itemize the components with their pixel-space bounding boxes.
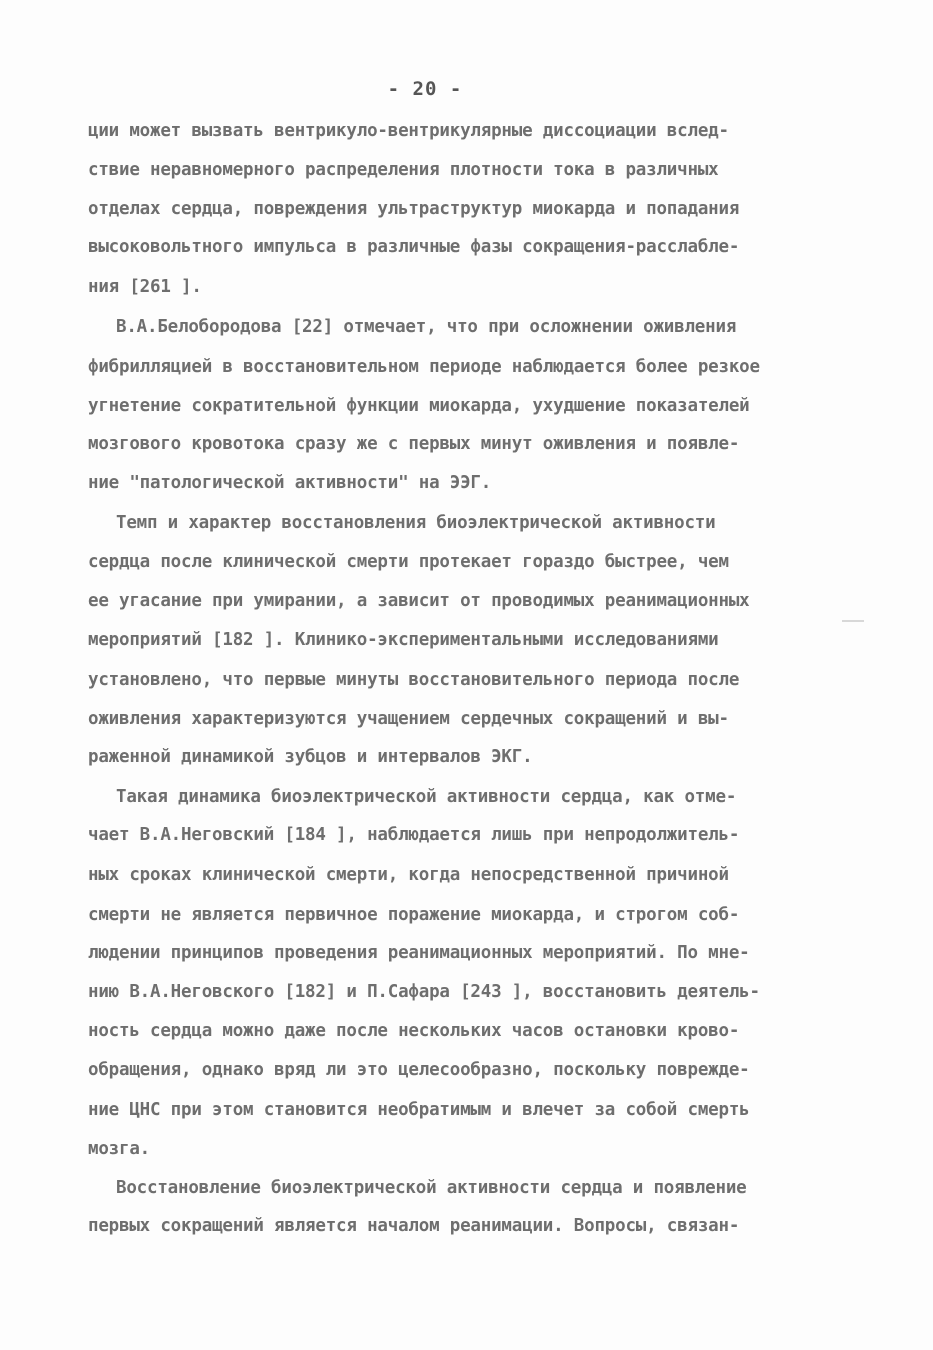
text-line: раженной динамикой зубцов и интервалов ЭКГ. <box>88 747 533 767</box>
text-line: людении принципов проведения реанимационных мероприятий. По мне- <box>88 943 750 963</box>
text-line: мозгового кровотока сразу же с первых минут оживления и появле- <box>88 434 740 454</box>
text-line: установлено, что первые минуты восстановительного периода после <box>88 670 740 690</box>
text-line: ние ЦНС при этом становится необратимым и влечет за собой смерть <box>88 1100 750 1120</box>
text-line: оживления характеризуются учащением сердечных сокращений и вы- <box>88 709 729 729</box>
text-line: В.А.Белобородова [22] отмечает, что при осложнении оживления <box>116 317 737 337</box>
text-line: ее угасание при умирании, а зависит от проводимых реанимационных <box>88 591 750 611</box>
text-line: ния [261 ]. <box>88 277 202 297</box>
text-line: ствие неравномерного распределения плотности тока в различных <box>88 160 719 180</box>
text-line: мероприятий [182 ]. Клинико-экспериментальными исследованиями <box>88 630 719 650</box>
margin-mark <box>842 620 864 625</box>
text-line: ность сердца можно даже после нескольких часов остановки крово- <box>88 1021 740 1041</box>
text-line: чает В.А.Неговский [184 ], наблюдается лишь при непродолжитель- <box>88 825 740 845</box>
text-line: ных сроках клинической смерти, когда непосредственной причиной <box>88 865 729 885</box>
text-line: высоковольтного импульса в различные фазы сокращения-расслабле- <box>88 237 740 257</box>
text-line: нию В.А.Неговского [182] и П.Сафара [243 ], восстановить деятель- <box>88 982 760 1002</box>
text-line: отделах сердца, повреждения ультраструктур миокарда и попадания <box>88 199 740 219</box>
page-number: - 20 - <box>387 78 463 100</box>
text-line: Такая динамика биоэлектрической активности сердца, как отме- <box>116 787 737 807</box>
text-line: ние "патологической активности" на ЭЭГ. <box>88 473 492 493</box>
text-line: угнетение сократительной функции миокарда, ухудшение показателей <box>88 396 750 416</box>
text-line: фибрилляцией в восстановительном периоде наблюдается более резкое <box>88 357 760 377</box>
text-line: смерти не является первичное поражение миокарда, и строгом соб- <box>88 905 740 925</box>
text-line: мозга. <box>88 1139 151 1159</box>
text-line: сердца после клинической смерти протекает гораздо быстрее, чем <box>88 552 729 572</box>
text-line: Темп и характер восстановления биоэлектрической активности <box>116 513 716 533</box>
text-line: ции может вызвать вентрикуло-вентрикулярные диссоциации вслед- <box>88 121 729 141</box>
text-line: обращения, однако вряд ли это целесообразно, поскольку поврежде- <box>88 1060 750 1080</box>
text-line: Восстановление биоэлектрической активности сердца и появление <box>116 1178 747 1198</box>
text-line: первых сокращений является началом реанимации. Вопросы, связан- <box>88 1216 740 1236</box>
